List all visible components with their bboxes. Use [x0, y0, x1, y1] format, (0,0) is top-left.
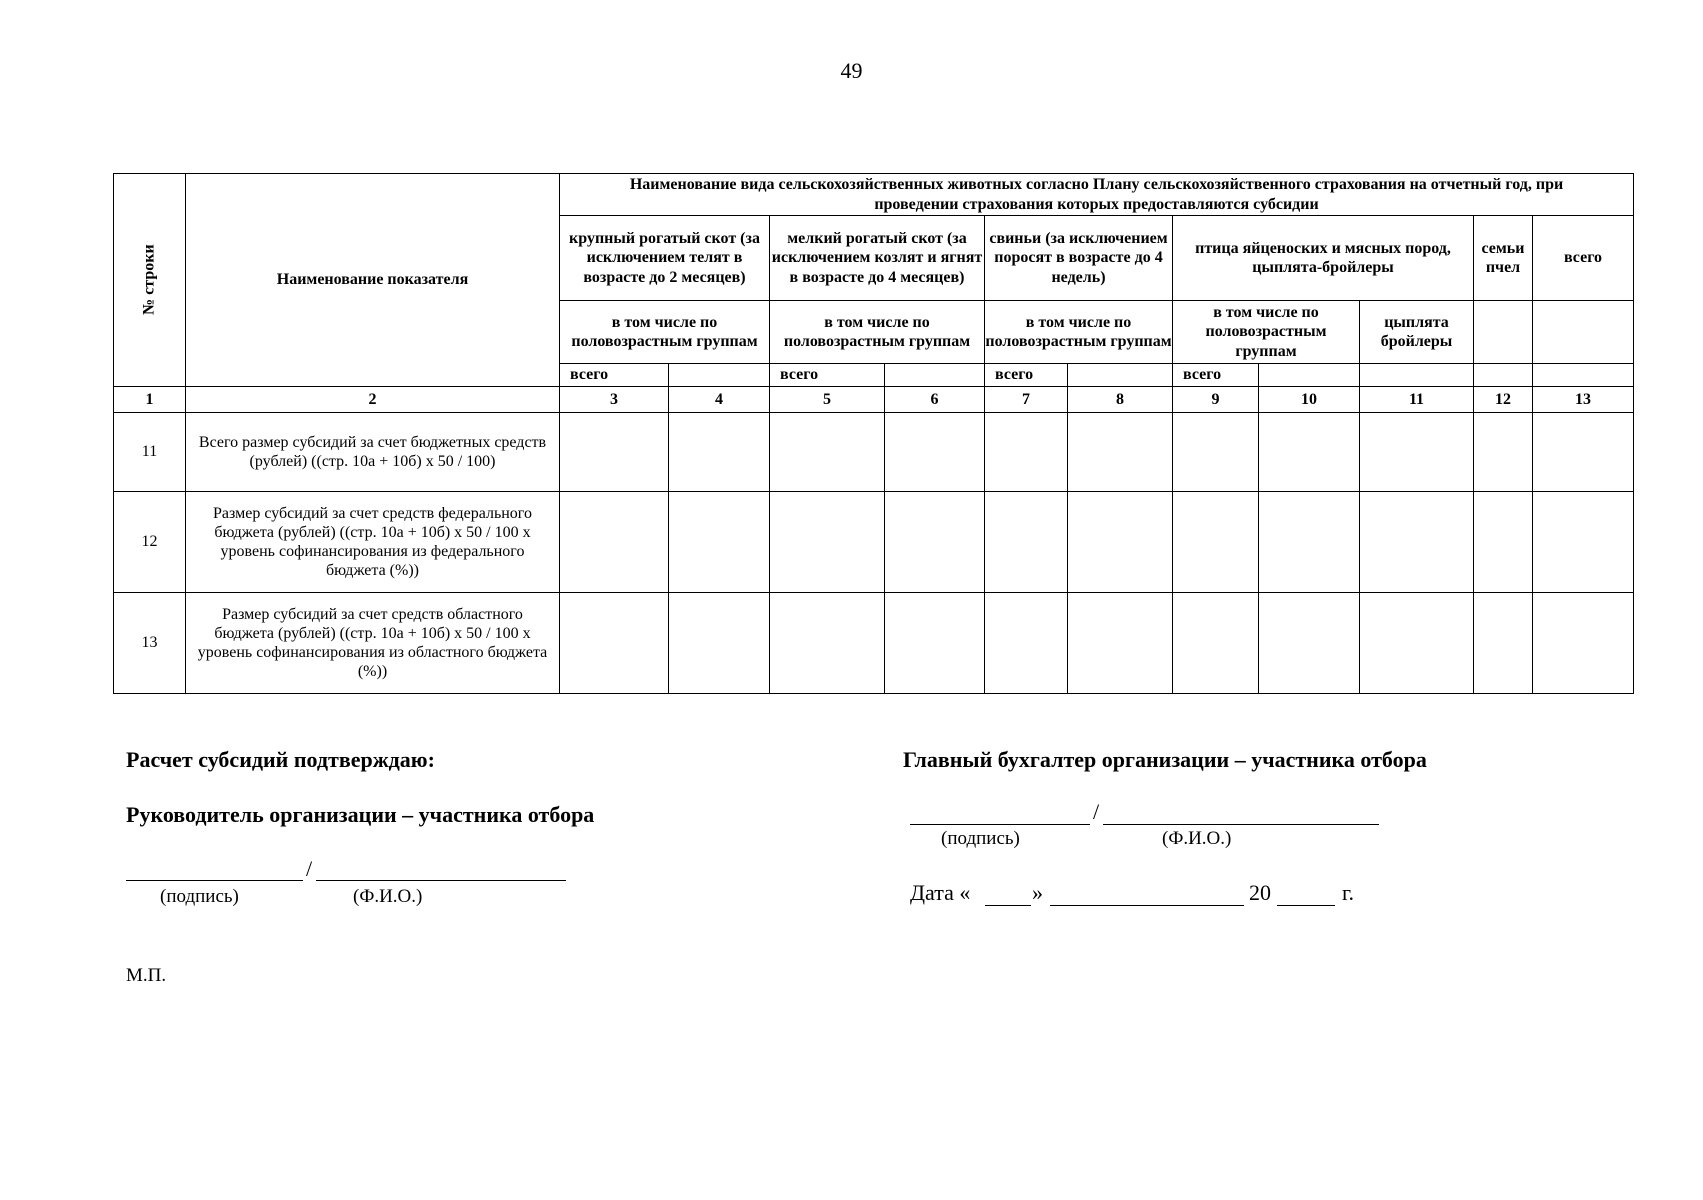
- chief-accountant-heading: Главный бухгалтер организации – участника отбора: [903, 747, 1427, 772]
- date-quote-close: »: [1032, 880, 1043, 905]
- indicator-label: Размер субсидий за счет средств федерального бюджета (рублей) ((стр. 10а + 10б) х 50 / 100 х уровень софинансирования из федерального бюджета (%)): [186, 492, 560, 593]
- group-header: Наименование вида сельскохозяйственных животных согласно Плану сельскохозяйственного страхования на отчетный год, при проведении страхования которых предоставляются субсидии: [560, 174, 1634, 216]
- empty-cell: [1533, 364, 1634, 387]
- stamp-place: М.П.: [126, 965, 167, 986]
- row-number: 13: [114, 593, 186, 694]
- empty-cell: [1533, 301, 1634, 364]
- subgroup-mrs: в том числе по половозрастным группам: [770, 301, 985, 364]
- row-number-header: № строки: [114, 174, 186, 387]
- accountant-signature-line[interactable]: [910, 824, 1090, 825]
- subgroup-broilers: цыплята бройлеры: [1360, 301, 1474, 364]
- data-cell[interactable]: [560, 413, 669, 492]
- data-cell[interactable]: [1173, 413, 1259, 492]
- subsidy-table: [113, 173, 1634, 694]
- vsego-mrs: всего: [770, 364, 885, 387]
- page-number: 49: [840, 58, 863, 83]
- data-cell[interactable]: [1360, 593, 1474, 694]
- subgroup-birds: в том числе по половозрастным группам: [1173, 301, 1360, 364]
- data-cell[interactable]: [770, 593, 885, 694]
- column-number: 2: [186, 387, 560, 413]
- empty-cell: [1474, 364, 1533, 387]
- column-number: 12: [1474, 387, 1533, 413]
- data-cell[interactable]: [560, 593, 669, 694]
- row-number: 12: [114, 492, 186, 593]
- data-cell[interactable]: [669, 413, 770, 492]
- head-signature-line[interactable]: [126, 880, 303, 881]
- empty-cell: [1360, 364, 1474, 387]
- separator-slash: /: [306, 856, 313, 881]
- data-cell[interactable]: [985, 413, 1068, 492]
- data-cell[interactable]: [1360, 413, 1474, 492]
- row-number: 11: [114, 413, 186, 492]
- date-year-line[interactable]: [1277, 905, 1335, 906]
- data-cell[interactable]: [669, 593, 770, 694]
- empty-cell: [1259, 364, 1360, 387]
- head-signature-caption: (подпись): [160, 886, 239, 907]
- vsego-krs: всего: [560, 364, 669, 387]
- data-cell[interactable]: [985, 593, 1068, 694]
- accountant-name-line[interactable]: [1103, 824, 1379, 825]
- data-cell[interactable]: [560, 492, 669, 593]
- column-number: 5: [770, 387, 885, 413]
- indicator-label: Всего размер субсидий за счет бюджетных средств (рублей) ((стр. 10а + 10б) х 50 / 100): [186, 413, 560, 492]
- category-total: всего: [1533, 216, 1634, 301]
- head-name-caption: (Ф.И.О.): [353, 886, 423, 907]
- column-number: 3: [560, 387, 669, 413]
- data-cell[interactable]: [669, 492, 770, 593]
- date-month-line[interactable]: [1050, 905, 1244, 906]
- data-cell[interactable]: [1474, 413, 1533, 492]
- data-cell[interactable]: [1173, 593, 1259, 694]
- data-cell[interactable]: [1173, 492, 1259, 593]
- category-bees: семьи пчел: [1474, 216, 1533, 301]
- head-name-line[interactable]: [316, 880, 566, 881]
- date-year-suffix: г.: [1342, 880, 1355, 905]
- date-label: Дата «: [910, 880, 971, 905]
- data-cell[interactable]: [770, 492, 885, 593]
- column-number: 1: [114, 387, 186, 413]
- accountant-signature-caption: (подпись): [941, 828, 1020, 849]
- data-cell[interactable]: [1259, 413, 1360, 492]
- separator-slash: /: [1093, 799, 1100, 824]
- vsego-pigs: всего: [985, 364, 1068, 387]
- accountant-name-caption: (Ф.И.О.): [1162, 828, 1232, 849]
- data-cell[interactable]: [1360, 492, 1474, 593]
- data-cell[interactable]: [1259, 492, 1360, 593]
- empty-cell: [669, 364, 770, 387]
- vsego-birds: всего: [1173, 364, 1259, 387]
- column-number: 13: [1533, 387, 1634, 413]
- data-cell[interactable]: [1533, 413, 1634, 492]
- indicator-header: Наименование показателя: [186, 174, 560, 387]
- data-cell[interactable]: [1474, 593, 1533, 694]
- category-birds: птица яйценоских и мясных пород, цыплята-бройлеры: [1173, 216, 1474, 301]
- category-krs: крупный рогатый скот (за исключением телят в возрасте до 2 месяцев): [560, 216, 770, 301]
- data-cell[interactable]: [770, 413, 885, 492]
- empty-cell: [1068, 364, 1173, 387]
- column-number: 10: [1259, 387, 1360, 413]
- data-cell[interactable]: [1259, 593, 1360, 694]
- subgroup-pigs: в том числе по половозрастным группам: [985, 301, 1173, 364]
- empty-cell: [885, 364, 985, 387]
- subgroup-krs: в том числе по половозрастным группам: [560, 301, 770, 364]
- data-cell[interactable]: [885, 413, 985, 492]
- table-row: [114, 593, 1634, 694]
- data-cell[interactable]: [1474, 492, 1533, 593]
- column-number: 6: [885, 387, 985, 413]
- head-heading: Руководитель организации – участника отбора: [126, 802, 595, 827]
- column-number: 8: [1068, 387, 1173, 413]
- data-cell[interactable]: [1533, 593, 1634, 694]
- table-row: [114, 413, 1634, 492]
- category-pigs: свиньи (за исключением поросят в возрасте до 4 недель): [985, 216, 1173, 301]
- data-cell[interactable]: [1533, 492, 1634, 593]
- data-cell[interactable]: [885, 593, 985, 694]
- data-cell[interactable]: [1068, 593, 1173, 694]
- date-day-line[interactable]: [985, 905, 1031, 906]
- column-number: 9: [1173, 387, 1259, 413]
- date-year-prefix: 20: [1249, 880, 1271, 905]
- data-cell[interactable]: [885, 492, 985, 593]
- column-number-row: [114, 387, 1634, 413]
- empty-cell: [1474, 301, 1533, 364]
- data-cell[interactable]: [985, 492, 1068, 593]
- indicator-label: Размер субсидий за счет средств областного бюджета (рублей) ((стр. 10а + 10б) х 50 / 100 х уровень софинансирования из областного бюджета (%)): [186, 593, 560, 694]
- table-row: [114, 492, 1634, 593]
- confirm-heading: Расчет субсидий подтверждаю:: [126, 747, 435, 772]
- data-cell[interactable]: [1068, 492, 1173, 593]
- column-number: 4: [669, 387, 770, 413]
- data-cell[interactable]: [1068, 413, 1173, 492]
- category-mrs: мелкий рогатый скот (за исключением козлят и ягнят в возрасте до 4 месяцев): [770, 216, 985, 301]
- column-number: 11: [1360, 387, 1474, 413]
- column-number: 7: [985, 387, 1068, 413]
